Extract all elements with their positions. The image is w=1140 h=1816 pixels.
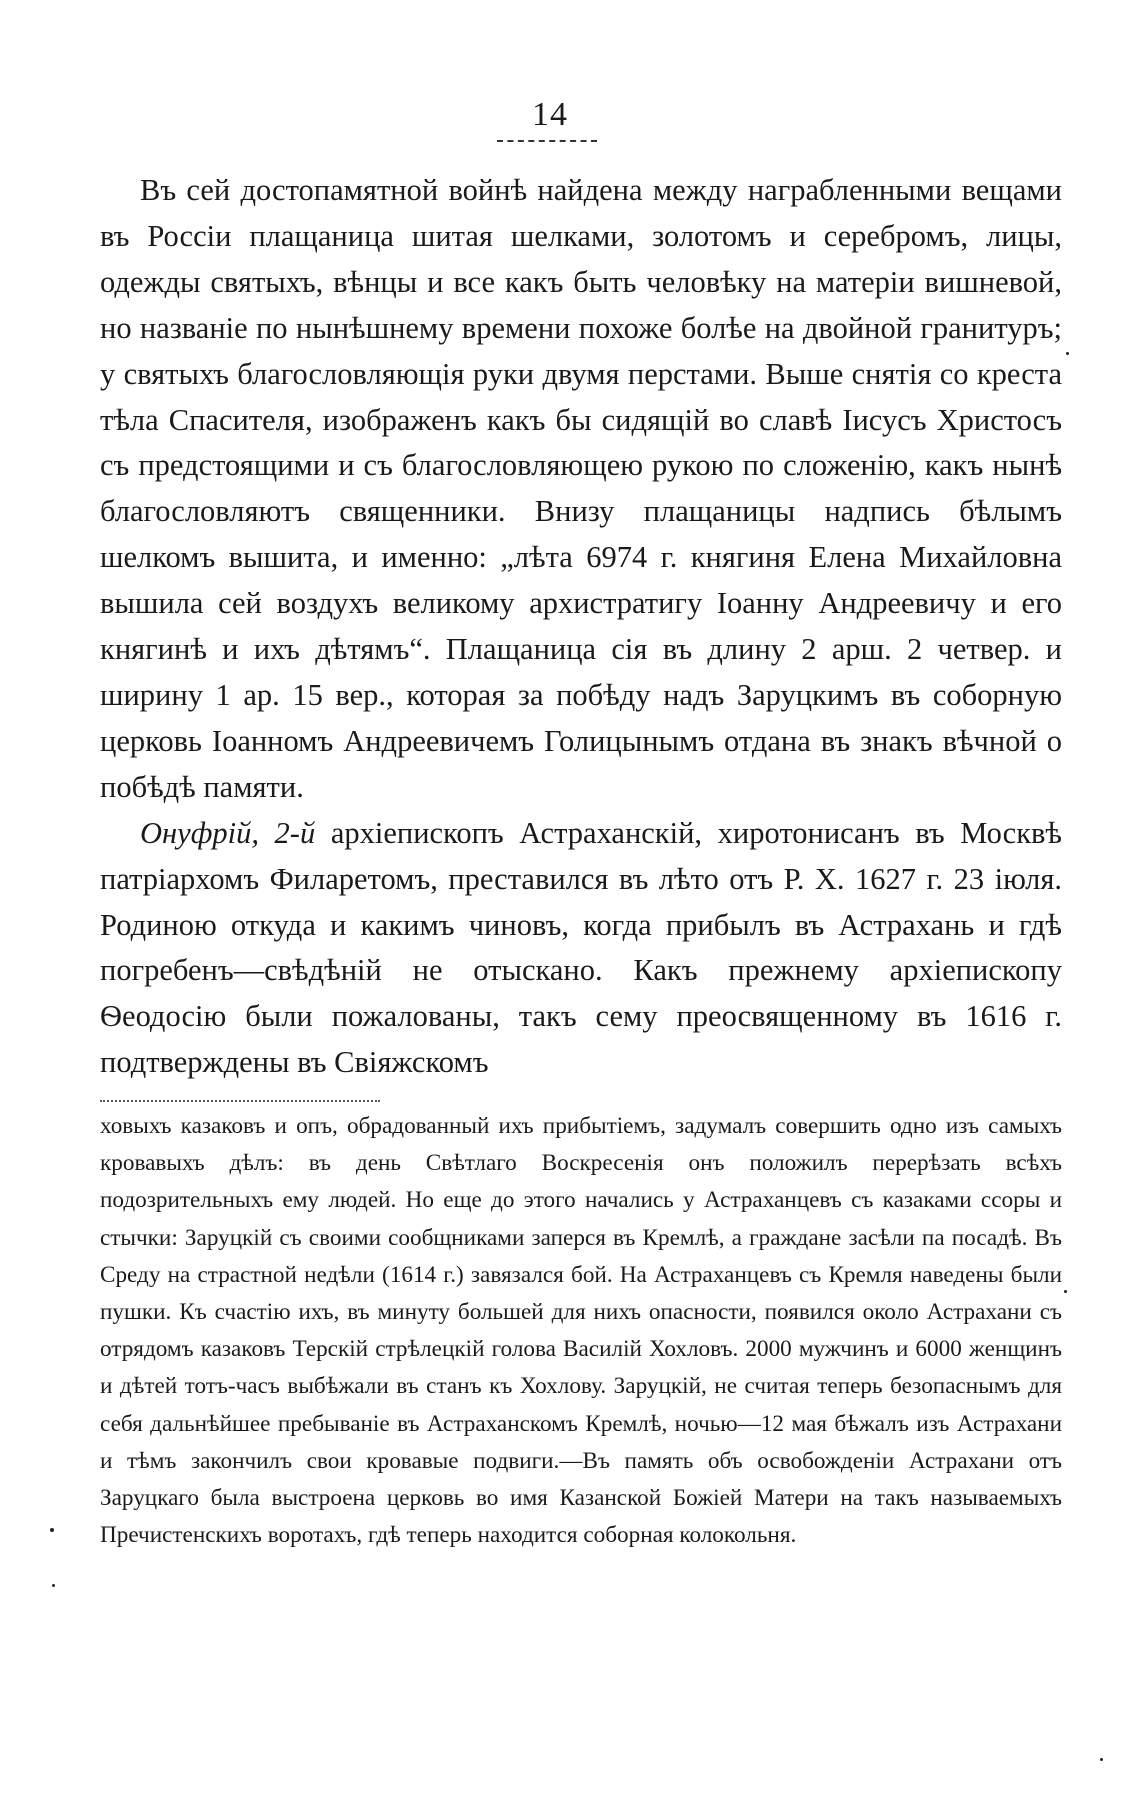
scan-speck xyxy=(1066,352,1069,355)
footnote-paragraph: ховыхъ казаковъ и опъ, обрадованный ихъ прибытіемъ, задумалъ совершить одно изъ самыхъ кровавыхъ дѣлъ: въ день Свѣтлаго Воскресенія онъ положилъ перерѣзать всѣхъ подозрительныхъ ему людей. Но еще до этого начались у Астраханцевъ съ казаками ссоры и стычки: Заруцкій съ своими сообщниками заперся въ Кремлѣ, а граждане засѣли па посадѣ. Въ Среду на страстной недѣли (1614 г.) завязался бой. На Астраханцевъ съ Кремля наведены были пушки. Къ счастію ихъ, въ минуту большей для нихъ опасности, появился около Астрахани съ отрядомъ казаковъ Терскій стрѣлецкій голова Василій Хохловъ. 2000 мужчинъ и 6000 женщинъ и дѣтей тотъ-часъ выбѣжали въ станъ къ Хохлову. Заруцкій, не считая теперь безопаснымъ для себя дальнѣйшее пребываніе въ Астраханскомъ Кремлѣ, ночью—12 мая бѣжалъ изъ Астрахани и тѣмъ закончилъ свои кровавые подвиги.—Въ память объ освобожденіи Астрахани отъ Заруцкаго была выстроена церковь во имя Казанской Божіей Матери на такъ называемыхъ Пречистенскихъ воротахъ, гдѣ теперь находится соборная колокольня. xyxy=(100,1113,1062,1549)
scan-speck xyxy=(1100,1758,1103,1761)
footnote-separator xyxy=(100,1100,380,1102)
page-number-rule xyxy=(497,140,597,142)
archbishop-name: Онуфрій, 2-й xyxy=(140,815,316,850)
main-text xyxy=(100,168,1062,1086)
paragraph-onufriy xyxy=(100,811,1062,1086)
paragraph-onufriy-text: архіепископъ Астраханскій, хиротонисанъ въ Москвѣ патріархомъ Филаретомъ, преставился въ лѣто отъ Р. Х. 1627 г. 23 іюля. Родиною откуда и какимъ чиновъ, когда прибылъ въ Астрахань и гдѣ погребенъ—свѣдѣній не отыскано. Какъ прежнему архіепископу Ѳеодосію были пожалованы, такъ сему преосвященному въ 1616 г. подтверждены въ Свіяжскомъ xyxy=(100,815,1062,1080)
paragraph-plashchanitsa: Въ сей достопамятной войнѣ найдена между награбленными вещами въ Россіи плащаница шитая шелками, золотомъ и серебромъ, лицы, одежды святыхъ, вѣнцы и все какъ быть человѣку на матеріи вишневой, но названіе по нынѣшнему времени похоже болѣе на двойной гранитуръ; у святыхъ благословляющія руки двумя перстами. Выше снятія со креста тѣла Спасителя, изображенъ какъ бы сидящій во славѣ Іисусъ Христосъ съ предстоящими и съ благословляющею рукою по сложенію, какъ нынѣ благословляютъ священники. Внизу плащаницы надпись бѣлымъ шелкомъ вышита, и именно: „лѣта 6974 г. княгиня Елена Михайловна вышила сей воздухъ великому архистратигу Іоанну Андреевичу и его княгинѣ и ихъ дѣтямъ“. Плащаница сія въ длину 2 арш. 2 четвер. и ширину 1 ар. 15 вер., которая за побѣду надъ Заруцкимъ въ соборную церковь Іоанномъ Андреевичемъ Голицынымъ отдана въ знакъ вѣчной о побѣдѣ памяти. xyxy=(100,173,1062,804)
scan-speck xyxy=(1064,1290,1067,1293)
footnote xyxy=(100,1108,1062,1554)
scan-speck xyxy=(50,1528,54,1532)
scan-speck xyxy=(52,1584,55,1587)
page-number: 14 xyxy=(532,96,568,133)
